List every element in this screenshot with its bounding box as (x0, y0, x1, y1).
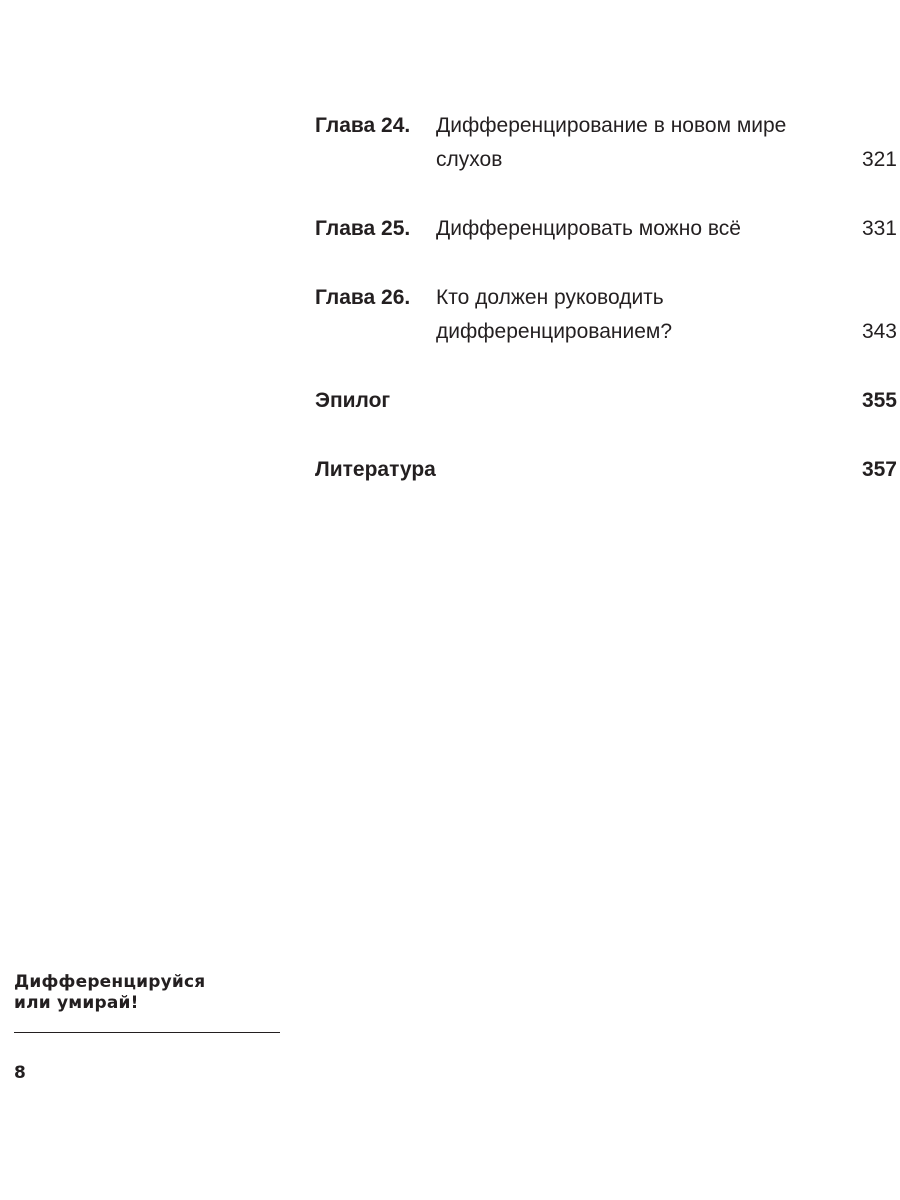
running-book-title: Дифференцируйся или умирай! (14, 972, 206, 1013)
toc-page-number: 355 (861, 389, 897, 412)
toc-page-number: 357 (861, 458, 897, 481)
footer-divider (14, 1032, 280, 1033)
toc-chapter-label: Глава 25. (315, 217, 411, 240)
toc-entry-chapter-25 (315, 212, 897, 246)
toc-chapter-title: Кто должен руководить дифференцированием? (436, 286, 673, 343)
page-footer (14, 972, 280, 1084)
toc-section-label: Эпилог (315, 389, 391, 412)
toc-chapter-title: Дифференцирование в новом мире слухов (436, 114, 787, 171)
toc-page-number: 331 (861, 217, 897, 240)
toc-entry-literature (315, 453, 897, 487)
page-number: 8 (14, 1063, 26, 1083)
toc-row-spacer (315, 384, 897, 418)
toc-chapter-title: Дифференцировать можно всё (436, 217, 741, 240)
toc-section-label: Литература (315, 458, 436, 481)
toc-chapter-label: Глава 26. (315, 286, 411, 309)
toc-chapter-label: Глава 24. (315, 114, 411, 137)
toc-page-number: 321 (861, 148, 897, 171)
toc-entry-epilogue (315, 384, 897, 418)
toc-page-number: 343 (861, 320, 897, 343)
toc-entry-chapter-26 (315, 281, 897, 349)
table-of-contents (315, 109, 897, 522)
toc-entry-chapter-24 (315, 109, 897, 177)
